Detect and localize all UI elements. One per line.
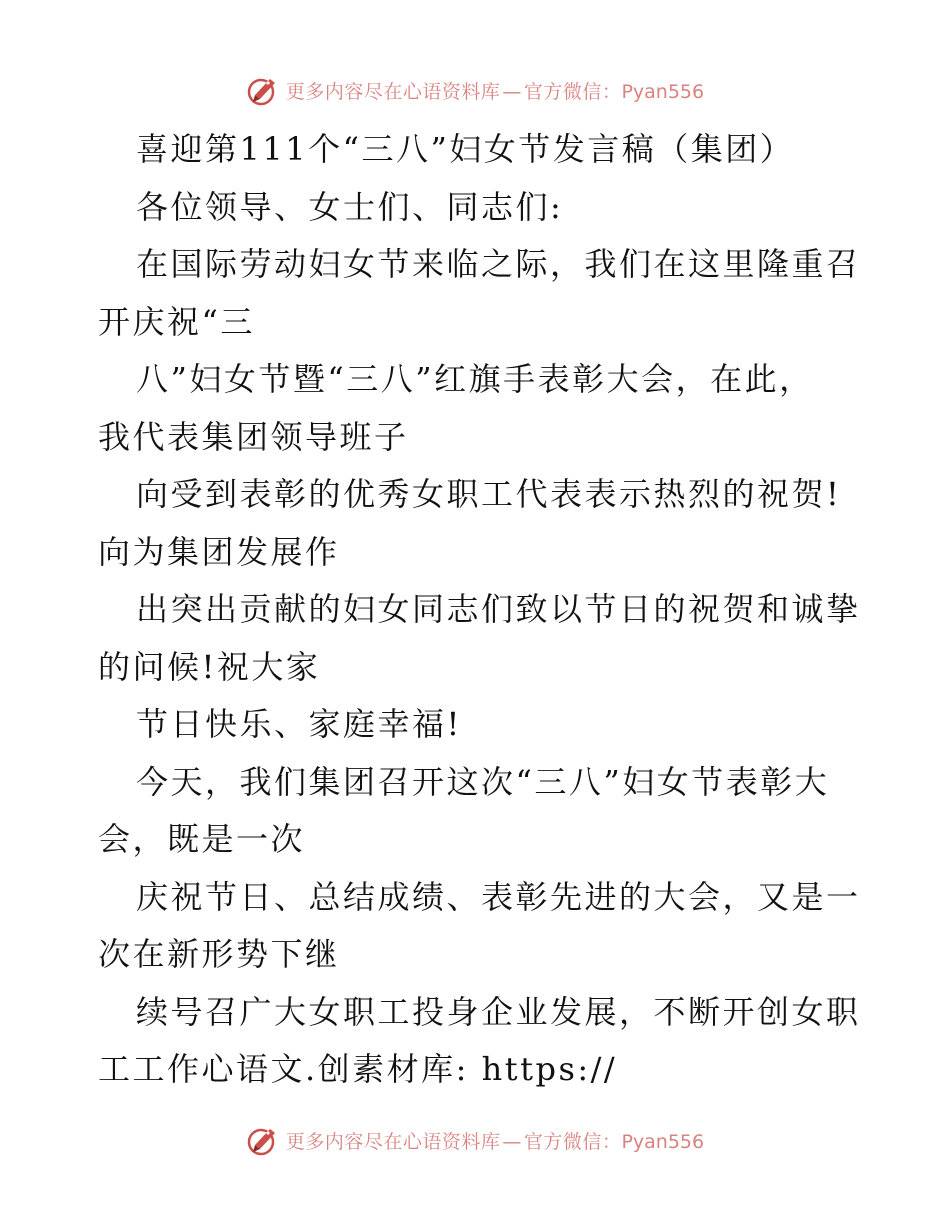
salutation: 各位领导、女士们、同志们:: [136, 187, 564, 226]
watermark-separator: —: [502, 1130, 522, 1153]
paragraph-line: 的问候!祝大家: [98, 647, 321, 686]
header-watermark: [0, 70, 950, 110]
watermark-sub: 官方微信：: [523, 1130, 622, 1153]
paragraph-line: 工工作心语文.创素材库: https://: [98, 1050, 618, 1088]
watermark-handle: Pyan556: [621, 80, 705, 103]
watermark-separator: —: [502, 80, 522, 103]
paragraph-line: 开庆祝“三: [98, 302, 255, 341]
paragraph-line: 节日快乐、家庭幸福!: [136, 705, 462, 743]
document-body: [98, 121, 861, 1099]
pen-logo-icon: [246, 73, 280, 107]
paragraph-line: 庆祝节日、总结成绩、表彰先进的大会，又是一: [136, 877, 861, 916]
watermark-sub: 官方微信：: [523, 80, 622, 103]
paragraph-line: 今天，我们集团召开这次“三八”妇女节表彰大: [136, 762, 830, 801]
paragraph-line: 向受到表彰的优秀女职工代表表示热烈的祝贺!: [136, 475, 842, 513]
paragraph-line: 我代表集团领导班子: [98, 417, 409, 456]
paragraph-line: 续号召广大女职工投身企业发展，不断开创女职: [136, 992, 861, 1031]
watermark-main: 更多内容尽在心语资料库: [285, 80, 501, 103]
watermark-handle: Pyan556: [621, 1130, 705, 1153]
paragraph-line: 在国际劳动妇女节来临之际，我们在这里隆重召: [136, 245, 861, 283]
paragraph-line: 八”妇女节暨“三八”红旗手表彰大会，在此，: [136, 360, 814, 398]
watermark-text: [286, 1127, 704, 1154]
paragraph-line: 出突出贡献的妇女同志们致以节日的祝贺和诚挚: [136, 590, 861, 628]
paragraph-line: 向为集团发展作: [98, 532, 340, 571]
watermark-main: 更多内容尽在心语资料库: [285, 1130, 501, 1153]
paragraph-line: 次在新形势下继: [98, 935, 340, 973]
watermark-text: [286, 77, 704, 104]
pen-logo-icon: [246, 1123, 280, 1157]
footer-watermark: [0, 1120, 950, 1160]
paragraph-line: 会，既是一次: [98, 820, 306, 858]
document-title: 喜迎第111个“三八”妇女节发言稿（集团）: [136, 130, 795, 168]
